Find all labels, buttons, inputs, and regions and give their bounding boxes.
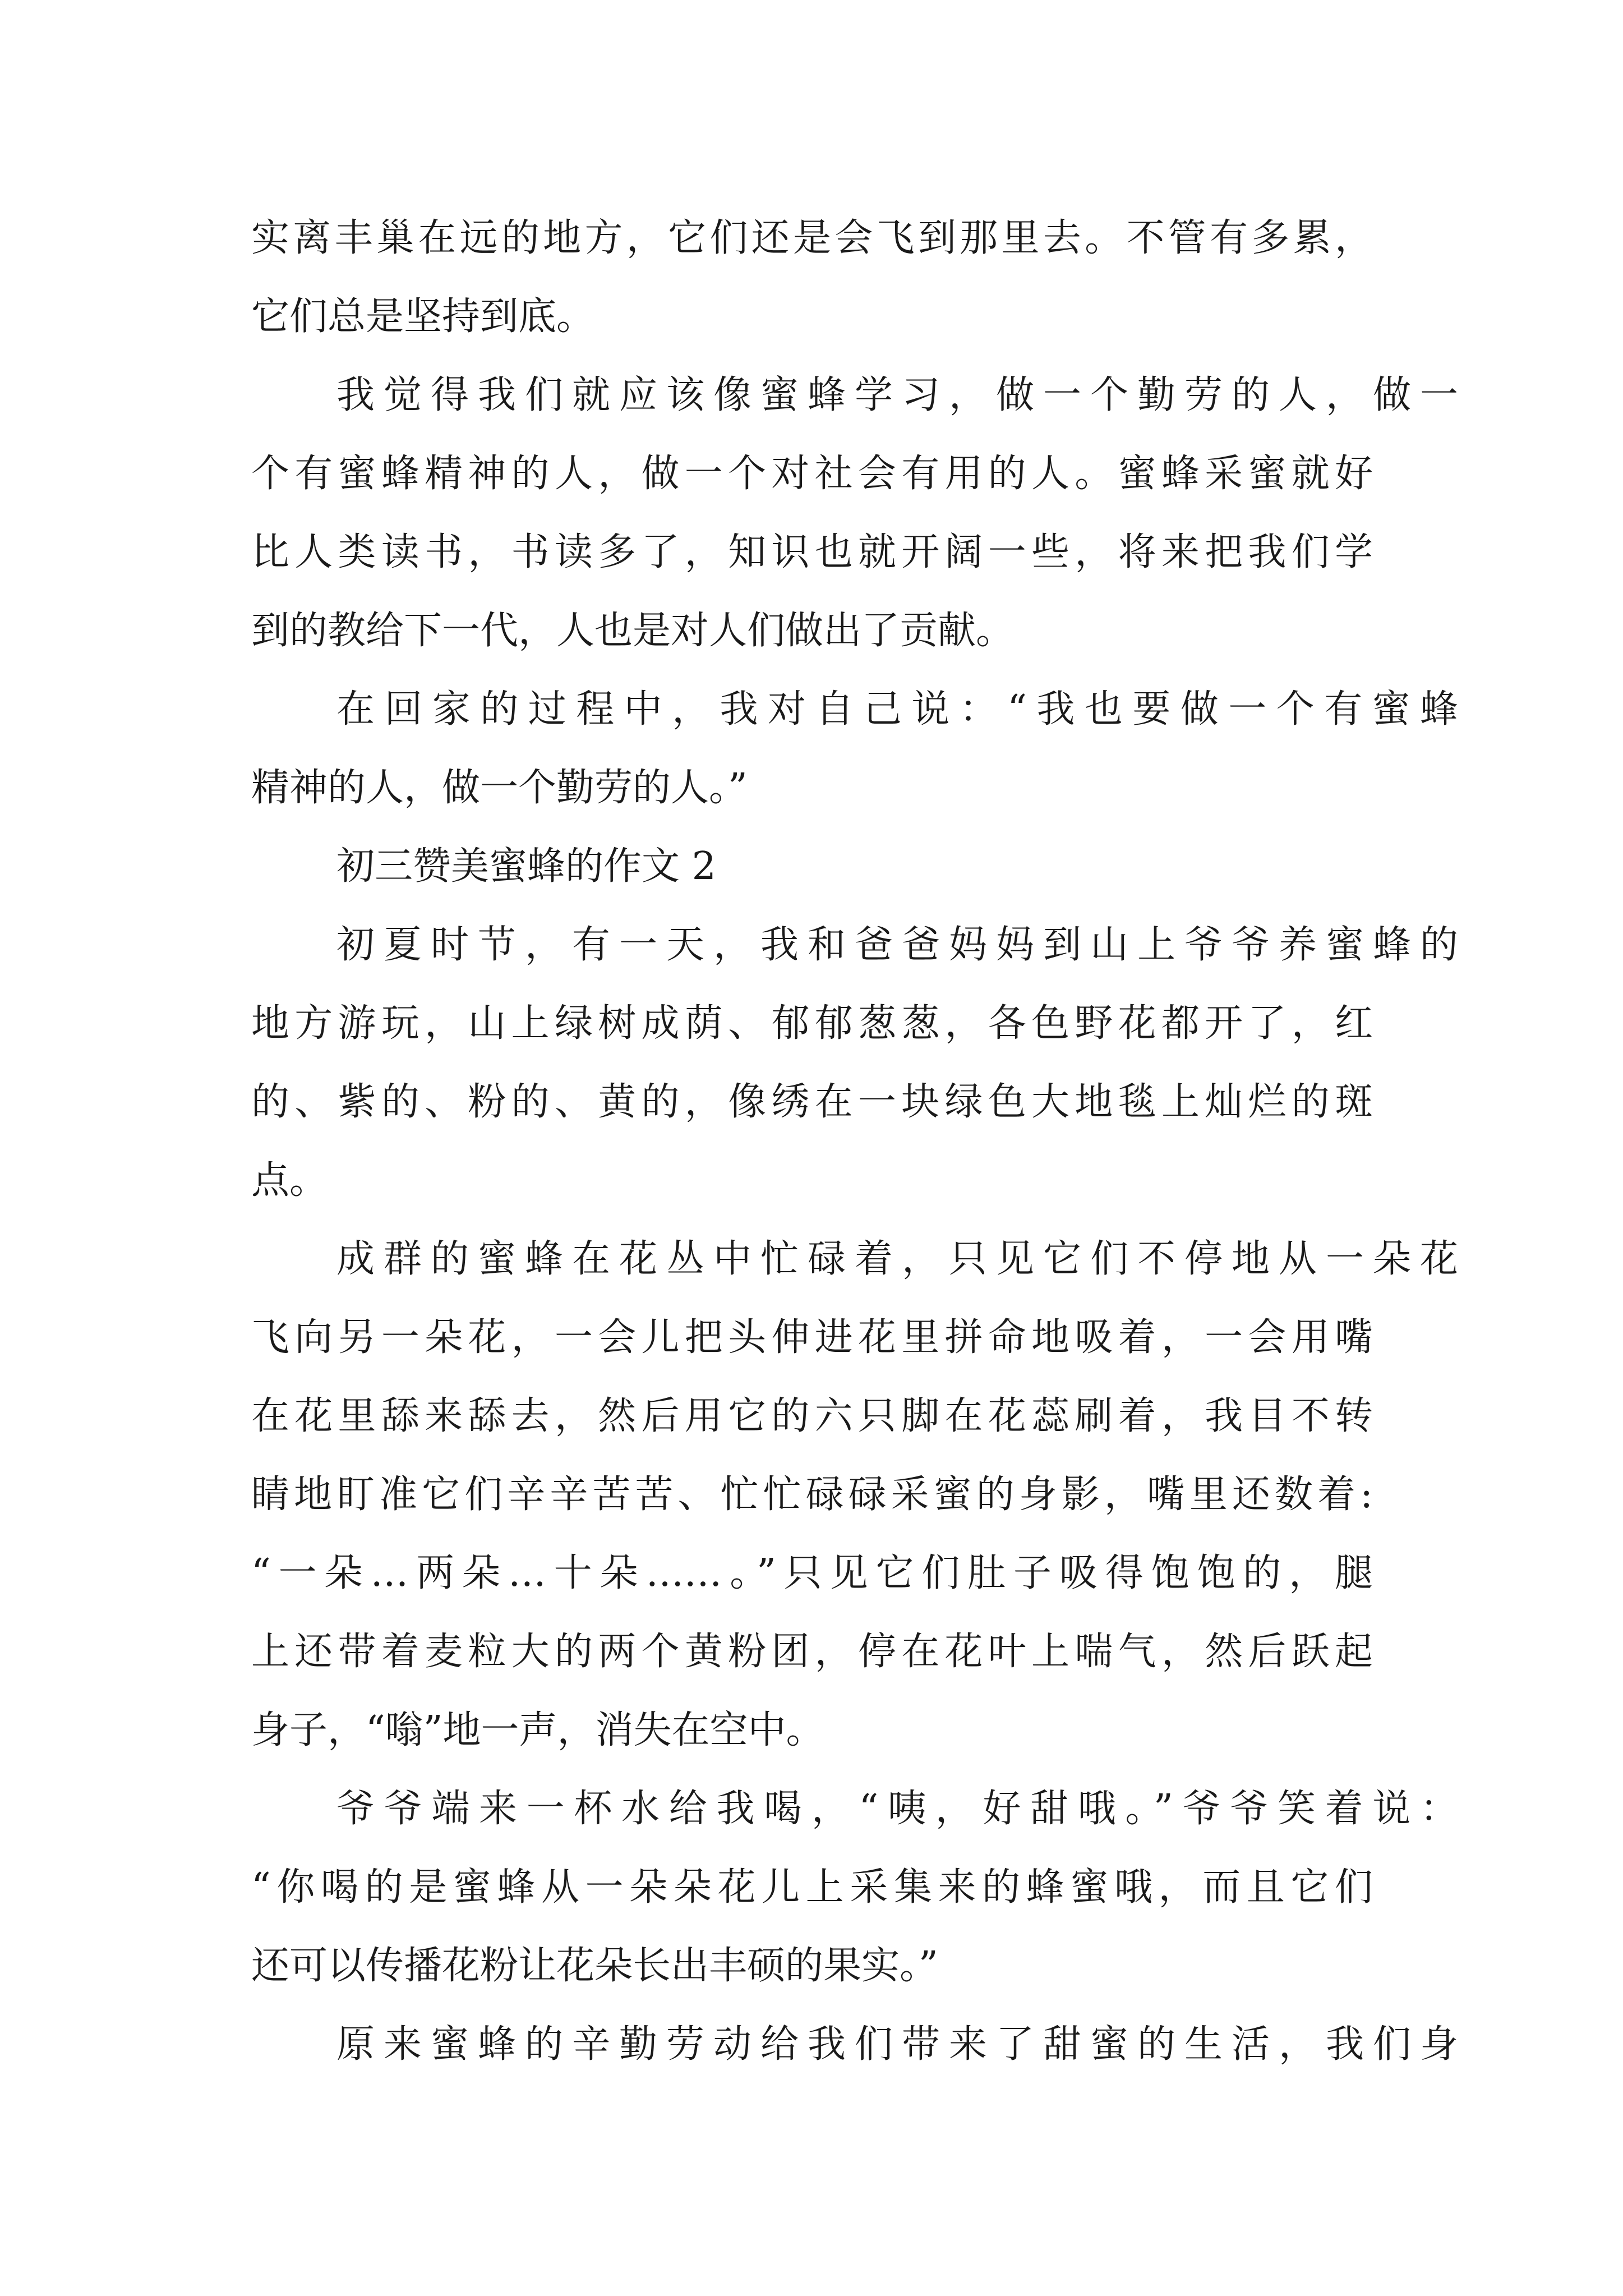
- text-line: 原来蜜蜂的辛勤劳动给我们带来了甜蜜的生活，我们身: [336, 2022, 1458, 2067]
- text-line: 上还带着麦粒大的两个黄粉团，停在花叶上喘气，然后跃起: [251, 1630, 1373, 1674]
- text-line: “一朵…两朵…十朵……。”只见它们肚子吸得饱饱的，腿: [251, 1551, 1373, 1595]
- text-line: 还可以传播花粉让花朵长出丰硕的果实。”: [251, 1944, 938, 1988]
- text-line: 个有蜜蜂精神的人，做一个对社会有用的人。蜜蜂采蜜就好: [251, 452, 1373, 496]
- text-line: 点。: [251, 1158, 328, 1203]
- text-line: 比人类读书，书读多了，知识也就开阔一些，将来把我们学: [251, 530, 1373, 574]
- text-line: “你喝的是蜜蜂从一朵朵花儿上采集来的蜂蜜哦，而且它们: [251, 1865, 1373, 1910]
- text-line: 到的教给下一代，人也是对人们做出了贡献。: [251, 609, 1015, 653]
- text-line: 初夏时节，有一天，我和爸爸妈妈到山上爷爷养蜜蜂的: [336, 923, 1458, 967]
- text-line: 身子，“嗡”地一声，消失在空中。: [251, 1708, 824, 1752]
- text-line: 我觉得我们就应该像蜜蜂学习，做一个勤劳的人，做一: [336, 373, 1458, 417]
- text-line: 精神的人，做一个勤劳的人。”: [251, 766, 748, 810]
- text-line: 在花里舔来舔去，然后用它的六只脚在花蕊刷着，我目不转: [251, 1394, 1373, 1438]
- text-line: 睛地盯准它们辛辛苦苦、忙忙碌碌采蜜的身影，嘴里还数着:: [251, 1473, 1373, 1517]
- text-line: 实离丰巢在远的地方，它们还是会飞到那里去。不管有多累，: [251, 216, 1373, 260]
- text-line: 爷爷端来一杯水给我喝，“咦，好甜哦。”爷爷笑着说：: [336, 1787, 1458, 1831]
- text-line: 飞向另一朵花，一会儿把头伸进花里拼命地吸着，一会用嘴: [251, 1315, 1373, 1360]
- text-line: 它们总是坚持到底。: [251, 295, 595, 339]
- text-line: 的、紫的、粉的、黄的，像绣在一块绿色大地毯上灿烂的斑: [251, 1080, 1373, 1124]
- text-line: 在回家的过程中，我对自己说：“我也要做一个有蜜蜂: [336, 687, 1458, 731]
- text-line: 地方游玩，山上绿树成荫、郁郁葱葱，各色野花都开了，红: [251, 1001, 1373, 1046]
- text-line: 成群的蜜蜂在花丛中忙碌着，只见它们不停地从一朵花: [336, 1237, 1458, 1281]
- section-heading: 初三赞美蜜蜂的作文 2: [336, 844, 716, 889]
